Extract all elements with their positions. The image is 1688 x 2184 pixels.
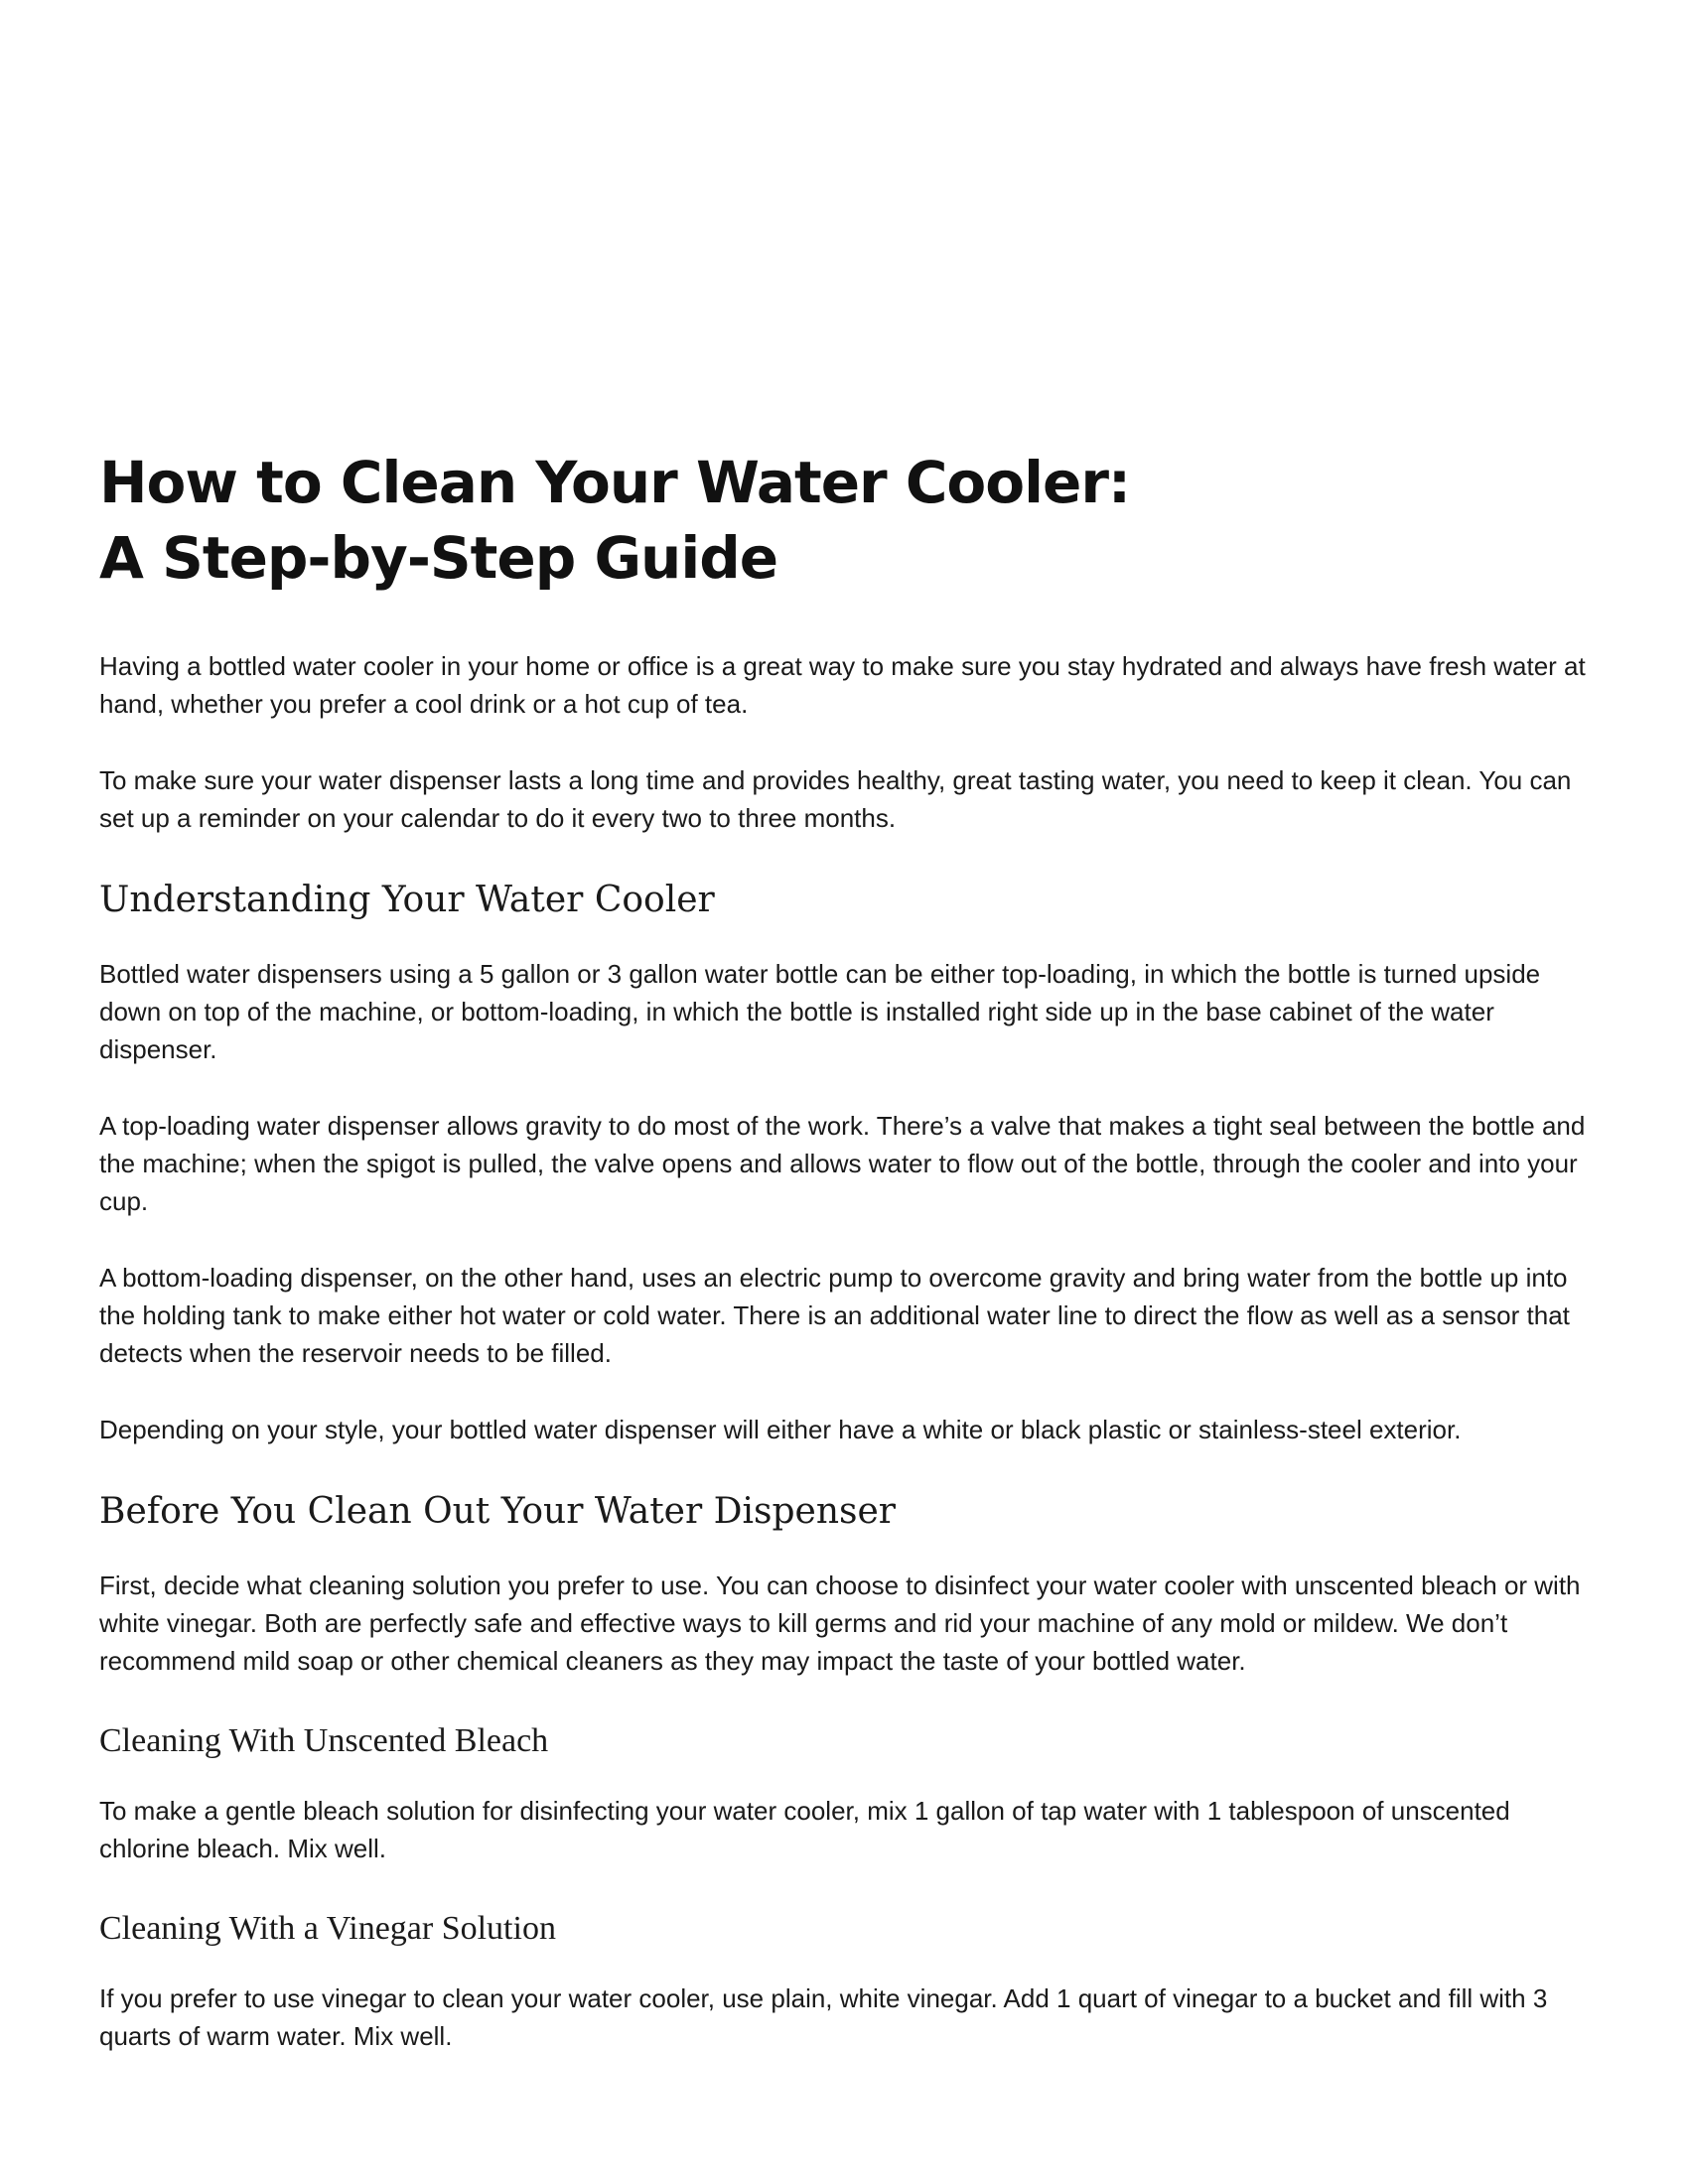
vinegar-heading: Cleaning With a Vinegar Solution (99, 1910, 556, 1947)
bleach-paragraph: To make a gentle bleach solution for disinfecting your water cooler, mix 1 gallon of tap water with 1 tablespoon of unscented chlorine bleach. Mix well. (99, 1796, 1510, 1863)
understanding-heading: Understanding Your Water Cooler (99, 880, 715, 920)
understanding-paragraph-4: Depending on your style, your bottled water dispenser will either have a white or black plastic or stainless-steel exterior. (99, 1415, 1462, 1444)
intro-paragraph-2: To make sure your water dispenser lasts a long time and provides healthy, great tasting water, you need to keep it clean. You can set up a reminder on your calendar to do it every two to three months. (99, 765, 1572, 833)
before-cleaning-paragraph: First, decide what cleaning solution you prefer to use. You can choose to disinfect your water cooler with unscented bleach or with white vinegar. Both are perfectly safe and effective ways to kill germs and rid your machine of any mold or mildew. We don’t recommend mild soap or other chemical cleaners as they may impact the taste of your bottled water. (99, 1570, 1581, 1676)
vinegar-paragraph: If you prefer to use vinegar to clean your water cooler, use plain, white vinegar. Add 1 quart of vinegar to a bucket and fill with 3 quarts of warm water. Mix well. (99, 1983, 1548, 2051)
page-title-line-2: A Step-by-Step Guide (99, 524, 778, 592)
page-title (99, 445, 1599, 596)
understanding-paragraph-1: Bottled water dispensers using a 5 gallon or 3 gallon water bottle can be either top-loading, in which the bottle is turned upside down on top of the machine, or bottom-loading, in which the bottle is installed right side up in the base cabinet of the water dispenser. (99, 959, 1541, 1064)
before-cleaning-heading: Before You Clean Out Your Water Dispenser (99, 1491, 897, 1532)
document-page (99, 445, 1599, 2094)
bleach-heading: Cleaning With Unscented Bleach (99, 1722, 549, 1759)
intro-paragraph-1: Having a bottled water cooler in your home or office is a great way to make sure you stay hydrated and always have fresh water at hand, whether you prefer a cool drink or a hot cup of tea. (99, 651, 1586, 719)
understanding-paragraph-3: A bottom-loading dispenser, on the other hand, uses an electric pump to overcome gravity and bring water from the bottle up into the holding tank to make either hot water or cold water. There is an additional water line to direct the flow as well as a sensor that detects when the reservoir needs to be filled. (99, 1263, 1570, 1368)
page-title-line-1: How to Clean Your Water Cooler: (99, 449, 1131, 516)
understanding-paragraph-2: A top-loading water dispenser allows gravity to do most of the work. There’s a valve that makes a tight seal between the bottle and the machine; when the spigot is pulled, the valve opens and allows water to flow out of the bottle, through the cooler and into your cup. (99, 1111, 1586, 1216)
